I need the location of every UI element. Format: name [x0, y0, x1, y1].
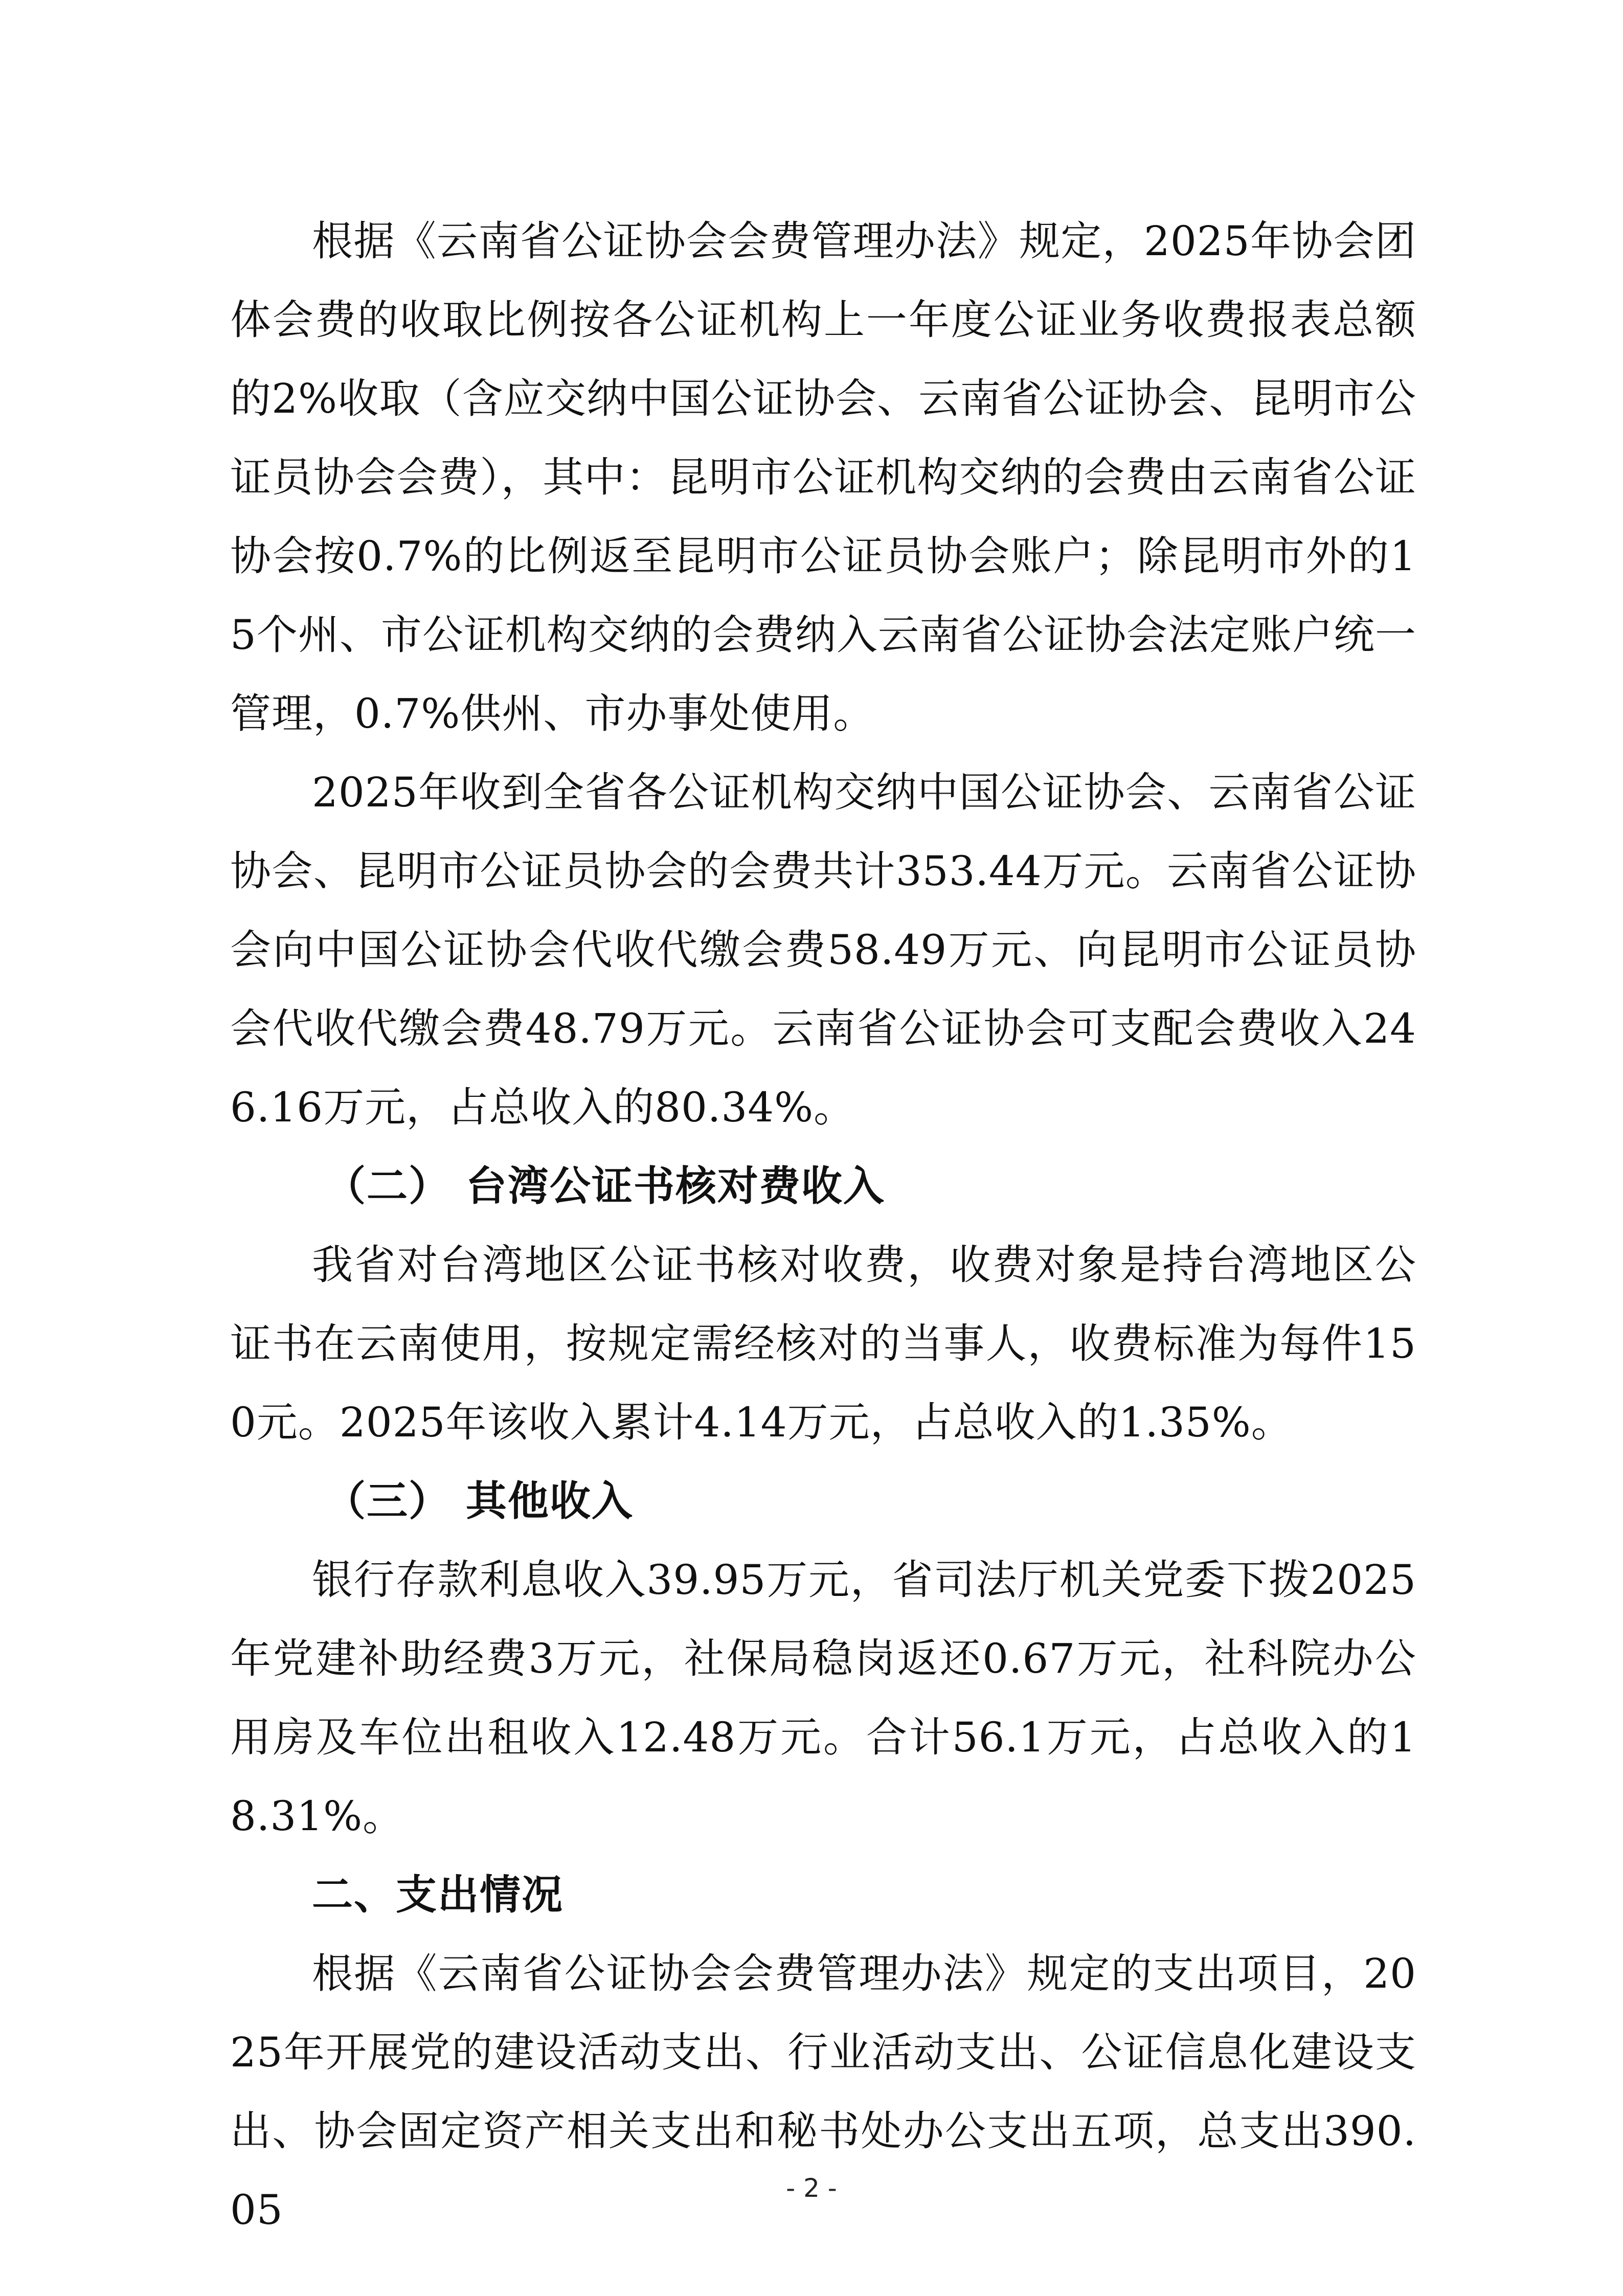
section-heading-expenditure: 二、支出情况 — [312, 1871, 563, 1919]
paragraph-membership-fee-rules: 根据《云南省公证协会会费管理办法》规定，2025年协会团体会费的收取比例按各公证机构上一年度公证业务收费报表总额的2%收取（含应交纳中国公证协会、云南省公证协会、昆明市公证员协会会费），其中：昆明市公证机构交纳的会费由云南省公证协会按0.7%的比例返至昆明市公证员协会账户；除昆明市外的15个州、市公证机构交纳的会费纳入云南省公证协会法定账户统一管理，0.7%供州、市办事处使用。 — [230, 217, 1416, 737]
page-number: - 2 - — [786, 2173, 837, 2203]
paragraph-membership-fee-income: 2025年收到全省各公证机构交纳中国公证协会、云南省公证协会、昆明市公证员协会的会费共计353.44万元。云南省公证协会向中国公证协会代收代缴会费58.49万元、向昆明市公证员协会代收代缴会费48.79万元。云南省公证协会可支配会费收入246.16万元，占总收入的80.34%。 — [230, 769, 1416, 1131]
paragraph-taiwan-verification-income: 我省对台湾地区公证书核对收费，收费对象是持台湾地区公证书在云南使用，按规定需经核对的当事人，收费标准为每件150元。2025年该收入累计4.14万元，占总收入的1.35%。 — [230, 1241, 1416, 1446]
document-body — [230, 202, 1416, 2249]
subheading-taiwan-verification-income: （二） 台湾公证书核对费收入 — [325, 1162, 885, 1210]
paragraph-expenditure: 根据《云南省公证协会会费管理办法》规定的支出项目，2025年开展党的建设活动支出、行业活动支出、公证信息化建设支出、协会固定资产相关支出和秘书处办公支出五项，总支出390.05 — [230, 1950, 1416, 2234]
subheading-other-income: （三） 其他收入 — [325, 1477, 634, 1525]
paragraph-other-income: 银行存款利息收入39.95万元，省司法厅机关党委下拨2025年党建补助经费3万元，社保局稳岗返还0.67万元，社科院办公用房及车位出租收入12.48万元。合计56.1万元，占总收入的18.31%。 — [230, 1556, 1416, 1840]
